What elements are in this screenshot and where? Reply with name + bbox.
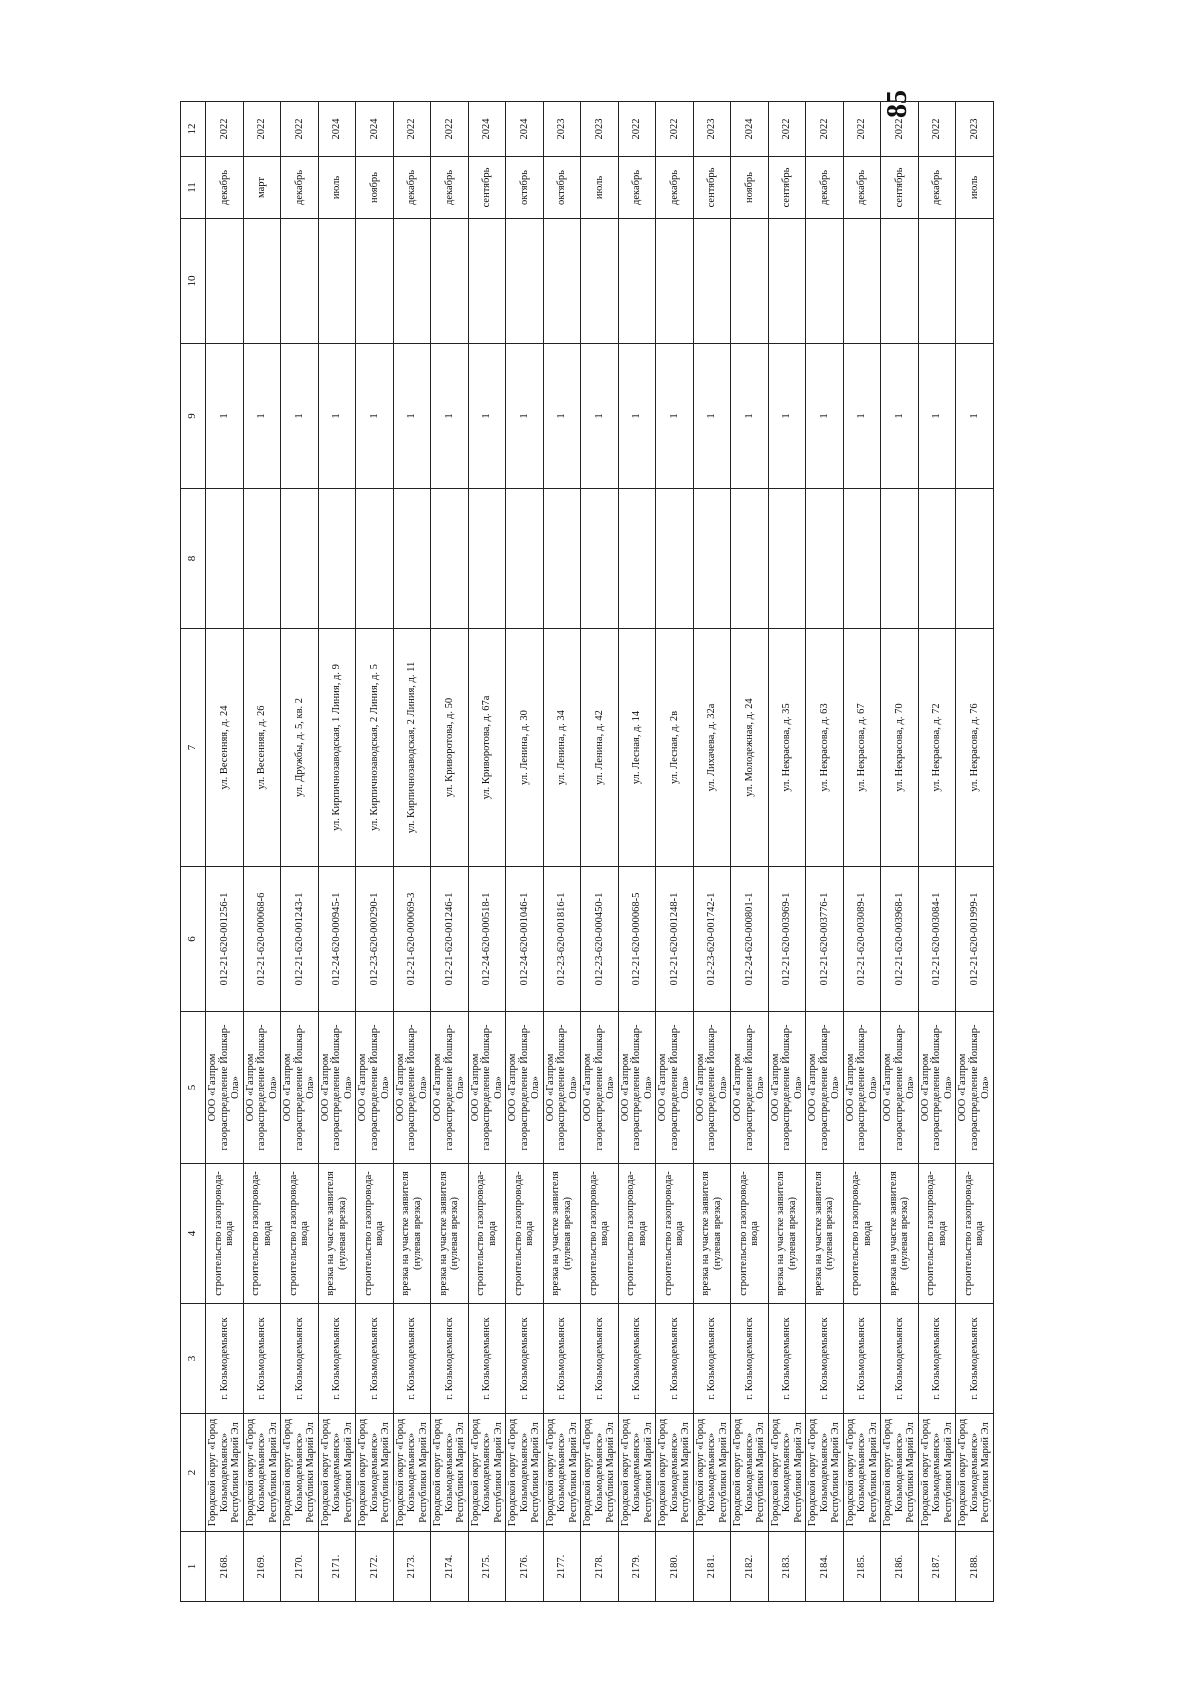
quantity-cell: 1: [768, 344, 806, 489]
settlement-cell: г. Козьмодемьянск: [393, 1304, 431, 1414]
column-10-cell: [881, 219, 919, 344]
year-cell: 2022: [881, 102, 919, 157]
column-8-cell: [356, 489, 394, 629]
municipality-cell: Городской округ «Город Козьмодемьянск» Республики Марий Эл: [881, 1414, 919, 1532]
quantity-cell: 1: [206, 344, 244, 489]
column-header: 9: [181, 344, 206, 489]
year-cell: 2022: [918, 102, 956, 157]
organization-cell: ООО «Газпром газораспределение Йошкар-Ола»: [393, 1012, 431, 1164]
address-cell: ул. Кирпичнозаводская, 1 Линия, д. 9: [318, 629, 356, 867]
work-type-cell: строительство газопровода-ввода: [956, 1164, 994, 1304]
municipality-cell: Городской округ «Город Козьмодемьянск» Республики Марий Эл: [431, 1414, 469, 1532]
row-number: 2175.: [468, 1532, 506, 1602]
row-number: 2184.: [806, 1532, 844, 1602]
table-body: [206, 102, 994, 1602]
organization-cell: ООО «Газпром газораспределение Йошкар-Ола»: [543, 1012, 581, 1164]
month-cell: октябрь: [543, 157, 581, 219]
application-code-cell: 012-24-620-000945-1: [318, 867, 356, 1012]
column-10-cell: [206, 219, 244, 344]
address-cell: ул. Дружбы, д. 5, кв. 2: [281, 629, 319, 867]
month-cell: октябрь: [506, 157, 544, 219]
quantity-cell: 1: [243, 344, 281, 489]
municipality-cell: Городской округ «Город Козьмодемьянск» Республики Марий Эл: [318, 1414, 356, 1532]
address-cell: ул. Молодежная, д. 24: [731, 629, 769, 867]
application-code-cell: 012-21-620-003084-1: [918, 867, 956, 1012]
year-cell: 2022: [243, 102, 281, 157]
month-cell: декабрь: [806, 157, 844, 219]
table-row: [581, 102, 619, 1602]
municipality-cell: Городской округ «Город Козьмодемьянск» Республики Марий Эл: [618, 1414, 656, 1532]
quantity-cell: 1: [806, 344, 844, 489]
organization-cell: ООО «Газпром газораспределение Йошкар-Ола»: [881, 1012, 919, 1164]
address-cell: ул. Лесная, д. 14: [618, 629, 656, 867]
organization-cell: ООО «Газпром газораспределение Йошкар-Ола»: [656, 1012, 694, 1164]
month-cell: декабрь: [281, 157, 319, 219]
quantity-cell: 1: [918, 344, 956, 489]
settlement-cell: г. Козьмодемьянск: [843, 1304, 881, 1414]
year-cell: 2022: [656, 102, 694, 157]
application-code-cell: 012-21-620-003089-1: [843, 867, 881, 1012]
application-code-cell: 012-24-620-000801-1: [731, 867, 769, 1012]
column-header: 8: [181, 489, 206, 629]
year-cell: 2024: [731, 102, 769, 157]
column-8-cell: [768, 489, 806, 629]
row-number: 2185.: [843, 1532, 881, 1602]
municipality-cell: Городской округ «Город Козьмодемьянск» Республики Марий Эл: [693, 1414, 731, 1532]
column-10-cell: [393, 219, 431, 344]
application-code-cell: 012-21-620-001243-1: [281, 867, 319, 1012]
address-cell: ул. Кирпичнозаводская, 2 Линия, д. 11: [393, 629, 431, 867]
year-cell: 2023: [956, 102, 994, 157]
row-number: 2173.: [393, 1532, 431, 1602]
row-number: 2178.: [581, 1532, 619, 1602]
row-number: 2183.: [768, 1532, 806, 1602]
column-header: 4: [181, 1164, 206, 1304]
table-row: [356, 102, 394, 1602]
month-cell: декабрь: [918, 157, 956, 219]
row-number: 2177.: [543, 1532, 581, 1602]
column-8-cell: [506, 489, 544, 629]
column-8-cell: [843, 489, 881, 629]
row-number: 2176.: [506, 1532, 544, 1602]
municipality-cell: Городской округ «Город Козьмодемьянск» Республики Марий Эл: [731, 1414, 769, 1532]
table-row: [881, 102, 919, 1602]
application-code-cell: 012-24-620-000518-1: [468, 867, 506, 1012]
column-10-cell: [806, 219, 844, 344]
month-cell: сентябрь: [881, 157, 919, 219]
table-row: [656, 102, 694, 1602]
work-type-cell: врезка на участке заявителя (нулевая врезка): [318, 1164, 356, 1304]
month-cell: июль: [318, 157, 356, 219]
work-type-cell: строительство газопровода-ввода: [581, 1164, 619, 1304]
settlement-cell: г. Козьмодемьянск: [431, 1304, 469, 1414]
column-header: 10: [181, 219, 206, 344]
column-10-cell: [618, 219, 656, 344]
municipality-cell: Городской округ «Город Козьмодемьянск» Республики Марий Эл: [581, 1414, 619, 1532]
column-header: 1: [181, 1532, 206, 1602]
column-8-cell: [656, 489, 694, 629]
municipality-cell: Городской округ «Город Козьмодемьянск» Республики Марий Эл: [506, 1414, 544, 1532]
address-cell: ул. Весенняя, д. 26: [243, 629, 281, 867]
column-10-cell: [243, 219, 281, 344]
column-8-cell: [468, 489, 506, 629]
settlement-cell: г. Козьмодемьянск: [731, 1304, 769, 1414]
application-code-cell: 012-21-620-000069-3: [393, 867, 431, 1012]
quantity-cell: 1: [318, 344, 356, 489]
municipality-cell: Городской округ «Город Козьмодемьянск» Республики Марий Эл: [468, 1414, 506, 1532]
column-header: 11: [181, 157, 206, 219]
quantity-cell: 1: [618, 344, 656, 489]
municipality-cell: Городской округ «Город Козьмодемьянск» Республики Марий Эл: [956, 1414, 994, 1532]
address-cell: ул. Лихачева, д. 32а: [693, 629, 731, 867]
table-row: [393, 102, 431, 1602]
month-cell: июль: [956, 157, 994, 219]
column-8-cell: [581, 489, 619, 629]
row-number: 2187.: [918, 1532, 956, 1602]
address-cell: ул. Весенняя, д. 24: [206, 629, 244, 867]
column-10-cell: [543, 219, 581, 344]
month-cell: декабрь: [618, 157, 656, 219]
column-10-cell: [768, 219, 806, 344]
organization-cell: ООО «Газпром газораспределение Йошкар-Ола»: [956, 1012, 994, 1164]
column-10-cell: [918, 219, 956, 344]
settlement-cell: г. Козьмодемьянск: [543, 1304, 581, 1414]
year-cell: 2022: [806, 102, 844, 157]
row-number: 2172.: [356, 1532, 394, 1602]
organization-cell: ООО «Газпром газораспределение Йошкар-Ола»: [918, 1012, 956, 1164]
organization-cell: ООО «Газпром газораспределение Йошкар-Ола»: [281, 1012, 319, 1164]
column-10-cell: [656, 219, 694, 344]
settlement-cell: г. Козьмодемьянск: [206, 1304, 244, 1414]
year-cell: 2024: [506, 102, 544, 157]
column-10-cell: [281, 219, 319, 344]
table-row: [468, 102, 506, 1602]
column-8-cell: [243, 489, 281, 629]
column-8-cell: [956, 489, 994, 629]
quantity-cell: 1: [281, 344, 319, 489]
work-type-cell: строительство газопровода-ввода: [243, 1164, 281, 1304]
column-10-cell: [318, 219, 356, 344]
settlement-cell: г. Козьмодемьянск: [356, 1304, 394, 1414]
application-code-cell: 012-21-620-001248-1: [656, 867, 694, 1012]
column-10-cell: [693, 219, 731, 344]
column-10-cell: [843, 219, 881, 344]
quantity-cell: 1: [506, 344, 544, 489]
municipality-cell: Городской округ «Город Козьмодемьянск» Республики Марий Эл: [281, 1414, 319, 1532]
settlement-cell: г. Козьмодемьянск: [618, 1304, 656, 1414]
settlement-cell: г. Козьмодемьянск: [506, 1304, 544, 1414]
address-cell: ул. Некрасова, д. 70: [881, 629, 919, 867]
work-type-cell: строительство газопровода-ввода: [468, 1164, 506, 1304]
application-code-cell: 012-21-620-001256-1: [206, 867, 244, 1012]
row-number: 2171.: [318, 1532, 356, 1602]
settlement-cell: г. Козьмодемьянск: [581, 1304, 619, 1414]
municipality-cell: Городской округ «Город Козьмодемьянск» Республики Марий Эл: [656, 1414, 694, 1532]
row-number: 2170.: [281, 1532, 319, 1602]
quantity-cell: 1: [431, 344, 469, 489]
table-row: [731, 102, 769, 1602]
gasification-register-table: [180, 101, 994, 1602]
column-8-cell: [693, 489, 731, 629]
column-8-cell: [318, 489, 356, 629]
settlement-cell: г. Козьмодемьянск: [281, 1304, 319, 1414]
organization-cell: ООО «Газпром газораспределение Йошкар-Ола»: [206, 1012, 244, 1164]
year-cell: 2024: [318, 102, 356, 157]
application-code-cell: 012-23-620-000450-1: [581, 867, 619, 1012]
application-code-cell: 012-21-620-003969-1: [768, 867, 806, 1012]
quantity-cell: 1: [356, 344, 394, 489]
row-number: 2174.: [431, 1532, 469, 1602]
settlement-cell: г. Козьмодемьянск: [468, 1304, 506, 1414]
quantity-cell: 1: [581, 344, 619, 489]
application-code-cell: 012-21-620-003776-1: [806, 867, 844, 1012]
column-number-header-row: [181, 102, 206, 1602]
column-8-cell: [431, 489, 469, 629]
year-cell: 2022: [768, 102, 806, 157]
year-cell: 2023: [543, 102, 581, 157]
page-number: 85: [882, 90, 913, 118]
table-row: [206, 102, 244, 1602]
column-header: 12: [181, 102, 206, 157]
month-cell: март: [243, 157, 281, 219]
month-cell: декабрь: [656, 157, 694, 219]
column-8-cell: [543, 489, 581, 629]
rotated-table-wrapper: [180, 102, 991, 1602]
application-code-cell: 012-21-620-001999-1: [956, 867, 994, 1012]
row-number: 2180.: [656, 1532, 694, 1602]
quantity-cell: 1: [731, 344, 769, 489]
work-type-cell: врезка на участке заявителя (нулевая врезка): [431, 1164, 469, 1304]
month-cell: ноябрь: [731, 157, 769, 219]
organization-cell: ООО «Газпром газораспределение Йошкар-Ола»: [581, 1012, 619, 1164]
application-code-cell: 012-24-620-001046-1: [506, 867, 544, 1012]
address-cell: ул. Ленина, д. 42: [581, 629, 619, 867]
column-header: 2: [181, 1414, 206, 1532]
column-header: 7: [181, 629, 206, 867]
row-number: 2179.: [618, 1532, 656, 1602]
column-header: 6: [181, 867, 206, 1012]
organization-cell: ООО «Газпром газораспределение Йошкар-Ола»: [318, 1012, 356, 1164]
work-type-cell: строительство газопровода-ввода: [506, 1164, 544, 1304]
municipality-cell: Городской округ «Город Козьмодемьянск» Республики Марий Эл: [543, 1414, 581, 1532]
work-type-cell: врезка на участке заявителя (нулевая врезка): [806, 1164, 844, 1304]
quantity-cell: 1: [693, 344, 731, 489]
column-10-cell: [506, 219, 544, 344]
year-cell: 2022: [431, 102, 469, 157]
work-type-cell: строительство газопровода-ввода: [281, 1164, 319, 1304]
table-row: [243, 102, 281, 1602]
work-type-cell: строительство газопровода-ввода: [356, 1164, 394, 1304]
quantity-cell: 1: [468, 344, 506, 489]
address-cell: ул. Некрасова, д. 35: [768, 629, 806, 867]
quantity-cell: 1: [393, 344, 431, 489]
column-header: 3: [181, 1304, 206, 1414]
year-cell: 2023: [581, 102, 619, 157]
table-row: [318, 102, 356, 1602]
table-row: [506, 102, 544, 1602]
municipality-cell: Городской округ «Город Козьмодемьянск» Республики Марий Эл: [393, 1414, 431, 1532]
organization-cell: ООО «Газпром газораспределение Йошкар-Ола»: [356, 1012, 394, 1164]
work-type-cell: строительство газопровода-ввода: [206, 1164, 244, 1304]
settlement-cell: г. Козьмодемьянск: [243, 1304, 281, 1414]
application-code-cell: 012-23-620-001816-1: [543, 867, 581, 1012]
address-cell: ул. Некрасова, д. 72: [918, 629, 956, 867]
work-type-cell: строительство газопровода-ввода: [918, 1164, 956, 1304]
table-row: [768, 102, 806, 1602]
table-row: [806, 102, 844, 1602]
column-8-cell: [731, 489, 769, 629]
settlement-cell: г. Козьмодемьянск: [693, 1304, 731, 1414]
application-code-cell: 012-21-620-000068-6: [243, 867, 281, 1012]
settlement-cell: г. Козьмодемьянск: [881, 1304, 919, 1414]
organization-cell: ООО «Газпром газораспределение Йошкар-Ола»: [731, 1012, 769, 1164]
municipality-cell: Городской округ «Город Козьмодемьянск» Республики Марий Эл: [768, 1414, 806, 1532]
month-cell: декабрь: [843, 157, 881, 219]
column-8-cell: [618, 489, 656, 629]
work-type-cell: строительство газопровода-ввода: [731, 1164, 769, 1304]
row-number: 2169.: [243, 1532, 281, 1602]
row-number: 2168.: [206, 1532, 244, 1602]
organization-cell: ООО «Газпром газораспределение Йошкар-Ола»: [768, 1012, 806, 1164]
organization-cell: ООО «Газпром газораспределение Йошкар-Ола»: [243, 1012, 281, 1164]
settlement-cell: г. Козьмодемьянск: [318, 1304, 356, 1414]
municipality-cell: Городской округ «Город Козьмодемьянск» Республики Марий Эл: [356, 1414, 394, 1532]
address-cell: ул. Криворотова, д. 67а: [468, 629, 506, 867]
organization-cell: ООО «Газпром газораспределение Йошкар-Ола»: [431, 1012, 469, 1164]
application-code-cell: 012-23-620-000290-1: [356, 867, 394, 1012]
application-code-cell: 012-23-620-001742-1: [693, 867, 731, 1012]
year-cell: 2022: [618, 102, 656, 157]
row-number: 2181.: [693, 1532, 731, 1602]
settlement-cell: г. Козьмодемьянск: [806, 1304, 844, 1414]
year-cell: 2022: [393, 102, 431, 157]
application-code-cell: 012-21-620-001246-1: [431, 867, 469, 1012]
address-cell: ул. Ленина, д. 34: [543, 629, 581, 867]
month-cell: декабрь: [393, 157, 431, 219]
organization-cell: ООО «Газпром газораспределение Йошкар-Ола»: [468, 1012, 506, 1164]
year-cell: 2022: [843, 102, 881, 157]
table-row: [843, 102, 881, 1602]
month-cell: сентябрь: [768, 157, 806, 219]
settlement-cell: г. Козьмодемьянск: [768, 1304, 806, 1414]
work-type-cell: строительство газопровода-ввода: [656, 1164, 694, 1304]
month-cell: декабрь: [431, 157, 469, 219]
column-8-cell: [393, 489, 431, 629]
quantity-cell: 1: [843, 344, 881, 489]
month-cell: ноябрь: [356, 157, 394, 219]
municipality-cell: Городской округ «Город Козьмодемьянск» Республики Марий Эл: [806, 1414, 844, 1532]
work-type-cell: врезка на участке заявителя (нулевая врезка): [543, 1164, 581, 1304]
organization-cell: ООО «Газпром газораспределение Йошкар-Ола»: [843, 1012, 881, 1164]
quantity-cell: 1: [881, 344, 919, 489]
column-10-cell: [431, 219, 469, 344]
table-row: [281, 102, 319, 1602]
work-type-cell: строительство газопровода-ввода: [618, 1164, 656, 1304]
table-row: [618, 102, 656, 1602]
column-8-cell: [206, 489, 244, 629]
column-10-cell: [731, 219, 769, 344]
municipality-cell: Городской округ «Город Козьмодемьянск» Республики Марий Эл: [206, 1414, 244, 1532]
address-cell: ул. Криворотова, д. 50: [431, 629, 469, 867]
address-cell: ул. Лесная, д. 2в: [656, 629, 694, 867]
column-8-cell: [881, 489, 919, 629]
address-cell: ул. Некрасова, д. 67: [843, 629, 881, 867]
table-row: [431, 102, 469, 1602]
work-type-cell: врезка на участке заявителя (нулевая врезка): [768, 1164, 806, 1304]
table-row: [693, 102, 731, 1602]
organization-cell: ООО «Газпром газораспределение Йошкар-Ола»: [693, 1012, 731, 1164]
year-cell: 2024: [356, 102, 394, 157]
year-cell: 2024: [468, 102, 506, 157]
work-type-cell: строительство газопровода-ввода: [843, 1164, 881, 1304]
row-number: 2188.: [956, 1532, 994, 1602]
quantity-cell: 1: [543, 344, 581, 489]
settlement-cell: г. Козьмодемьянск: [956, 1304, 994, 1414]
column-10-cell: [468, 219, 506, 344]
year-cell: 2023: [693, 102, 731, 157]
table-row: [543, 102, 581, 1602]
table-row: [956, 102, 994, 1602]
work-type-cell: врезка на участке заявителя (нулевая врезка): [881, 1164, 919, 1304]
column-10-cell: [956, 219, 994, 344]
column-8-cell: [918, 489, 956, 629]
column-8-cell: [281, 489, 319, 629]
address-cell: ул. Кирпичнозаводская, 2 Линия, д. 5: [356, 629, 394, 867]
row-number: 2186.: [881, 1532, 919, 1602]
year-cell: 2022: [281, 102, 319, 157]
work-type-cell: врезка на участке заявителя (нулевая врезка): [693, 1164, 731, 1304]
municipality-cell: Городской округ «Город Козьмодемьянск» Республики Марий Эл: [243, 1414, 281, 1532]
organization-cell: ООО «Газпром газораспределение Йошкар-Ола»: [506, 1012, 544, 1164]
column-8-cell: [806, 489, 844, 629]
quantity-cell: 1: [656, 344, 694, 489]
settlement-cell: г. Козьмодемьянск: [918, 1304, 956, 1414]
row-number: 2182.: [731, 1532, 769, 1602]
application-code-cell: 012-21-620-000068-5: [618, 867, 656, 1012]
quantity-cell: 1: [956, 344, 994, 489]
month-cell: сентябрь: [468, 157, 506, 219]
column-10-cell: [581, 219, 619, 344]
municipality-cell: Городской округ «Город Козьмодемьянск» Республики Марий Эл: [918, 1414, 956, 1532]
month-cell: декабрь: [206, 157, 244, 219]
settlement-cell: г. Козьмодемьянск: [656, 1304, 694, 1414]
municipality-cell: Городской округ «Город Козьмодемьянск» Республики Марий Эл: [843, 1414, 881, 1532]
month-cell: сентябрь: [693, 157, 731, 219]
organization-cell: ООО «Газпром газораспределение Йошкар-Ола»: [806, 1012, 844, 1164]
column-10-cell: [356, 219, 394, 344]
address-cell: ул. Некрасова, д. 63: [806, 629, 844, 867]
organization-cell: ООО «Газпром газораспределение Йошкар-Ола»: [618, 1012, 656, 1164]
application-code-cell: 012-21-620-003968-1: [881, 867, 919, 1012]
table-row: [918, 102, 956, 1602]
address-cell: ул. Некрасова, д. 76: [956, 629, 994, 867]
address-cell: ул. Ленина, д. 30: [506, 629, 544, 867]
work-type-cell: врезка на участке заявителя (нулевая врезка): [393, 1164, 431, 1304]
month-cell: июль: [581, 157, 619, 219]
column-header: 5: [181, 1012, 206, 1164]
year-cell: 2022: [206, 102, 244, 157]
